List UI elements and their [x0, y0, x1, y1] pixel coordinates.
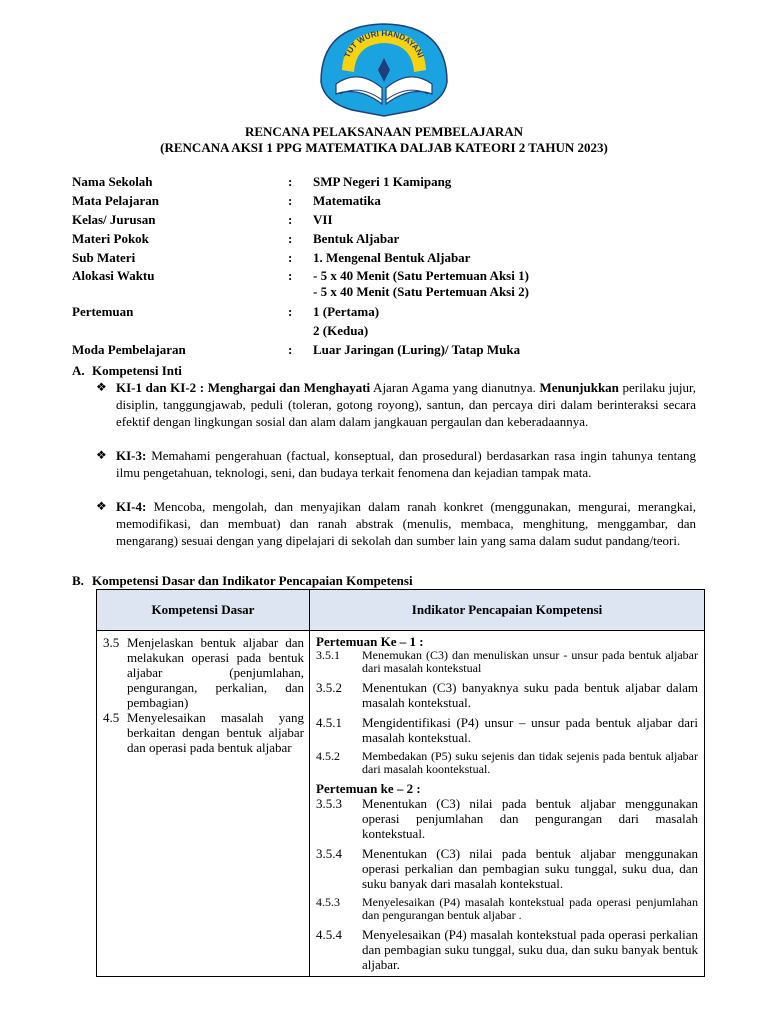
ki-3-paragraph: ❖ KI-3: Memahami pengerahuan (factual, konseptual, dan prosedural) berdasarkan rasa ingin tahunya tentang ilmu pengetahuan, teknologi, seni, dan budaya terkait fenomena dan kejadian tampak mata. — [96, 448, 696, 480]
section-a-heading: A. Kompetensi Inti — [72, 363, 182, 378]
info-row-class: Kelas/ Jurusan : VII — [72, 212, 333, 227]
indicator-cell — [310, 631, 705, 977]
diamond-bullet-icon: ❖ — [96, 380, 107, 394]
info-row-learning-mode: Moda Pembelajaran : Luar Jaringan (Luring)/ Tatap Muka — [72, 342, 521, 357]
list-item: 3.5 Menjelaskan bentuk aljabar dan melakukan operasi pada bentuk aljabar (penjumlahan, pengurangan, perkalian, dan pembagian) — [103, 635, 304, 710]
diamond-bullet-icon: ❖ — [96, 499, 107, 513]
list-item: 3.5.1 Menemukan (C3) dan menuliskan unsur - unsur pada bentuk aljabar dari masalah kontekstual — [316, 648, 698, 675]
list-item: 3.5.2 Menentukan (C3) banyaknya suku pada bentuk aljabar dalam masalah kontekstual. — [316, 680, 698, 710]
diamond-bullet-icon: ❖ — [96, 448, 107, 462]
logo-ribbon-text: TUT WURI HANDAYANI — [342, 28, 426, 60]
header-kompetensi-dasar: Kompetensi Dasar — [97, 590, 310, 631]
list-item: 4.5.2 Membedakan (P5) suku sejenis dan tidak sejenis pada bentuk aljabar dari masalah koontekstual. — [316, 749, 698, 776]
competency-table — [96, 589, 705, 977]
table-header-row — [97, 590, 705, 631]
kd-cell — [97, 631, 310, 977]
list-item: 3.5.3 Menentukan (C3) nilai pada bentuk aljabar menggunakan operasi penjumlahan dan pengurangan dari masalah kontekstual. — [316, 796, 698, 841]
document-subtitle: (RENCANA AKSI 1 PPG MATEMATIKA DALJAB KATEORI 2 TAHUN 2023) — [160, 140, 608, 155]
ki-1-2-paragraph: ❖ KI-1 dan KI-2 : Menghargai dan Menghayati Ajaran Agama yang dianutnya. Menunjukkan perilaku jujur, disiplin, tanggungjawab, peduli (toleran, gotong royong), santun, dan percaya diri dalam berinteraksi secara efektif dengan lingkungan sosial dan alam dalam jangkauan pergaulan dan keberadaannya. — [96, 380, 696, 429]
document-title: RENCANA PELAKSANAAN PEMBELAJARAN — [244, 124, 524, 139]
info-row-school: Nama Sekolah : SMP Negeri 1 Kamipang — [72, 174, 452, 189]
header-indikator: Indikator Pencapaian Kompetensi — [310, 590, 705, 631]
info-row-time-allocation: Alokasi Waktu : - 5 x 40 Menit (Satu Pertemuan Aksi 1) - 5 x 40 Menit (Satu Pertemuan Aksi 2) — [72, 268, 529, 299]
list-item: 4.5.4 Menyelesaikan (P4) masalah kontekstual pada operasi perkalian dan pembagian suku tunggal, suku dua, dan suku banyak bentuk aljabar. — [316, 927, 698, 972]
section-b-heading: B. Kompetensi Dasar dan Indikator Pencapaian Kompetensi — [72, 573, 413, 588]
identity-block — [72, 172, 692, 359]
meeting-1-title: Pertemuan Ke – 1 : — [316, 634, 424, 649]
info-row-meeting: Pertemuan : 1 (Pertama) 2 (Kedua) — [72, 304, 380, 338]
tut-wuri-handayani-logo — [318, 22, 450, 118]
list-item: 4.5.3 Menyelesaikan (P4) masalah kontekstual pada operasi penjumlahan dan pengurangan bentuk aljabar . — [316, 895, 698, 922]
info-row-main-material: Materi Pokok : Bentuk Aljabar — [72, 231, 400, 246]
table-row — [97, 631, 705, 977]
list-item: 4.5.1 Mengidentifikasi (P4) unsur – unsur pada bentuk aljabar dari masalah kontekstual. — [316, 715, 698, 745]
list-item: 4.5 Menyelesaikan masalah yang berkaitan dengan bentuk aljabar dan operasi pada bentuk aljabar — [103, 710, 304, 755]
meeting-2-title: Pertemuan ke – 2 : — [316, 781, 421, 796]
ki-4-paragraph: ❖ KI-4: Mencoba, mengolah, dan menyajikan dalam ranah konkret (menggunakan, mengurai, merangkai, memodifikasi, dan membuat) dan ranah abstrak (menulis, membaca, menghitung, menggambar, dan mengarang) sesuai dengan yang dipelajari di sekolah dan sumber lain yang sama dalam sudut pandang/teori. — [96, 499, 696, 548]
info-row-subject: Mata Pelajaran : Matematika — [72, 193, 381, 208]
list-item: 3.5.4 Menentukan (C3) nilai pada bentuk aljabar menggunakan operasi perkalian dan pembagian suku tunggal, suku dua, dan suku banyak dari masalah kontekstual. — [316, 846, 698, 891]
info-row-sub-material: Sub Materi : 1. Mengenal Bentuk Aljabar — [72, 250, 471, 265]
